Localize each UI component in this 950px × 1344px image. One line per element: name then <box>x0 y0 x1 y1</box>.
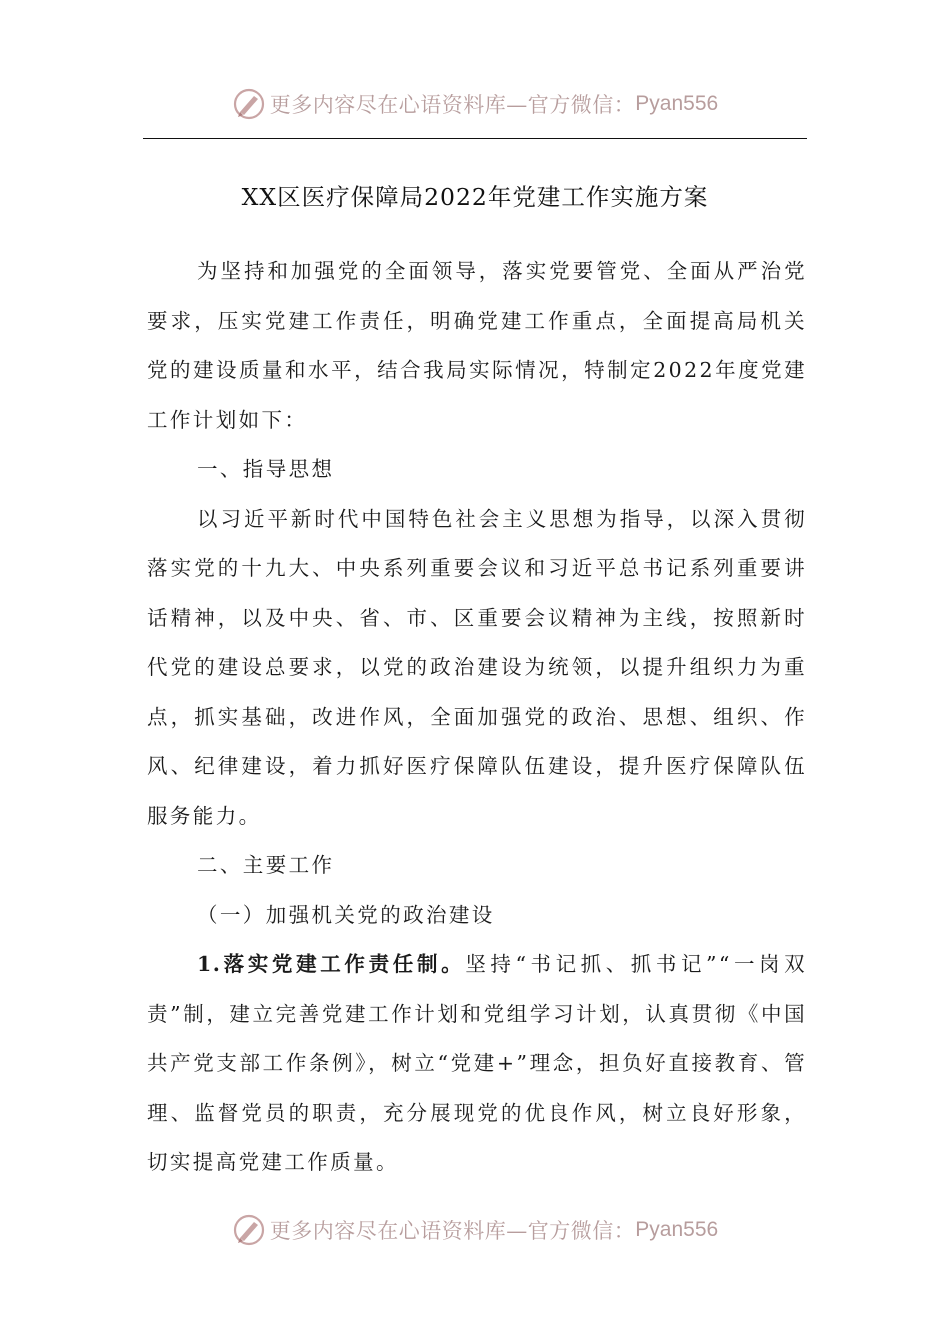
watermark-wechat-id: Pyan556 <box>635 92 719 115</box>
item-1-lead: 1.落实党建工作责任制。 <box>197 952 466 976</box>
watermark-banner-top <box>0 79 950 129</box>
watermark-wechat-id: Pyan556 <box>635 1218 719 1241</box>
watermark-text: 更多内容尽在心语资料库—官方微信： <box>269 1219 636 1243</box>
intro-paragraph: 为坚持和加强党的全面领导，落实党要管党、全面从严治党要求，压实党建工作责任，明确党建工作重点，全面提高局机关党的建设质量和水平，结合我局实际情况，特制定2022年度党建工作计划如下： <box>147 259 807 432</box>
document-title: XX区医疗保障局2022年党建工作实施方案 <box>241 183 709 211</box>
watermark-text: 更多内容尽在心语资料库—官方微信： <box>269 93 636 117</box>
section-heading-main-work: 二、主要工作 <box>197 853 335 877</box>
guiding-ideology-paragraph: 以习近平新时代中国特色社会主义思想为指导，以深入贯彻落实党的十九大、中央系列重要会议和习近平总书记系列重要讲话精神，以及中央、省、市、区重要会议精神为主线，按照新时代党的建设总要求，以党的政治建设为统领，以提升组织力为重点，抓实基础，改进作风，全面加强党的政治、思想、组织、作风、纪律建设，着力抓好医疗保障队伍建设，提升医疗保障队伍服务能力。 <box>147 506 807 828</box>
pen-logo-icon <box>232 1213 266 1247</box>
document-body <box>147 247 807 1188</box>
item-1-body: 坚持“书记抓、抓书记”“一岗双责”制，建立完善党建工作计划和党组学习计划，认真贯彻《中国共产党支部工作条例》，树立“党建+”理念，担负好直接教育、管理、监督党员的职责，充分展现党的优良作风，树立良好形象，切实提高党建工作质量。 <box>147 952 807 1174</box>
item-1-paragraph <box>147 940 807 1188</box>
pen-logo-icon <box>232 87 266 121</box>
header-rule <box>143 138 807 139</box>
section-heading-guiding-ideology: 一、指导思想 <box>197 457 335 481</box>
subsection-heading-political-construction: （一）加强机关党的政治建设 <box>197 902 495 927</box>
watermark-banner-bottom <box>0 1205 950 1255</box>
